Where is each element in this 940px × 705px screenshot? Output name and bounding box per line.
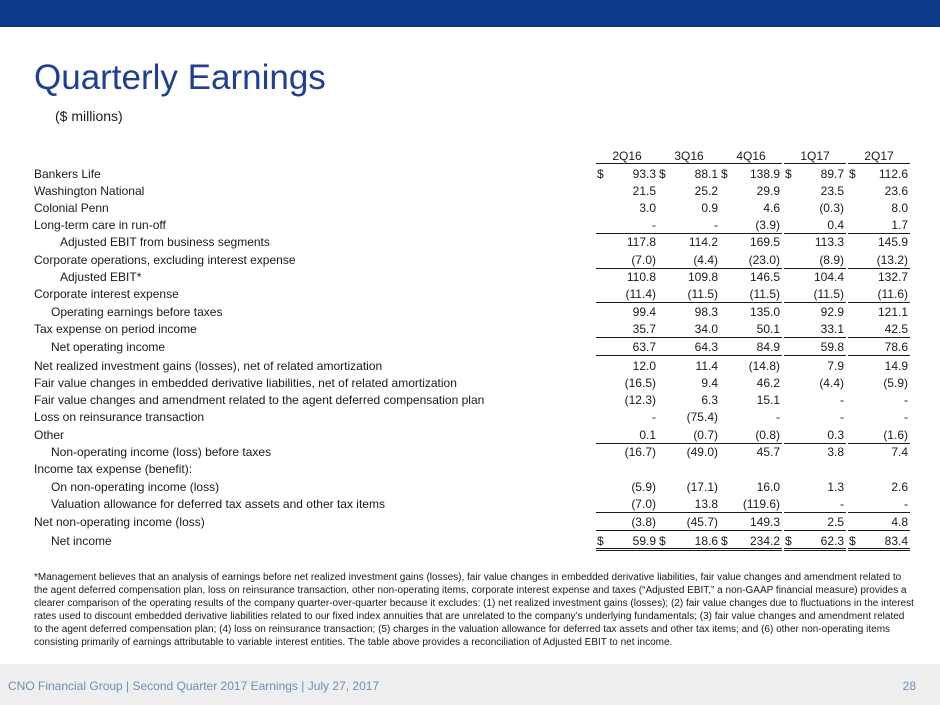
table-cell (784, 479, 846, 495)
table-cell (596, 358, 658, 374)
table-cell (720, 358, 782, 374)
row-label: Fair value changes in embedded derivative liabilities, net of related amortization (34, 376, 457, 390)
table-cell (848, 339, 910, 356)
table-cell (596, 252, 658, 269)
cell-value: 84.9 (756, 340, 780, 354)
table-cell (658, 321, 720, 338)
table-cell (596, 409, 658, 425)
cell-value: 25.2 (694, 184, 718, 198)
cell-value: (11.6) (877, 287, 908, 301)
table-cell (596, 461, 658, 477)
table-row (0, 304, 940, 321)
row-label: Net operating income (51, 340, 166, 354)
table-cell (784, 358, 846, 374)
table-row (0, 427, 940, 444)
currency-symbol: $ (785, 534, 792, 548)
table-cell (658, 479, 720, 495)
table-row (0, 409, 940, 426)
table-cell (720, 496, 782, 513)
table-cell (784, 392, 846, 408)
cell-value: 0.1 (639, 428, 656, 442)
currency-symbol: $ (849, 167, 856, 181)
cell-value: 11.4 (695, 359, 718, 373)
table-cell (658, 533, 720, 551)
cell-value: 113.3 (814, 235, 844, 249)
table-cell (658, 183, 720, 199)
top-banner (0, 0, 940, 27)
table-row (0, 252, 940, 269)
table-cell (596, 183, 658, 199)
table-cell (658, 496, 720, 513)
cell-value: - (652, 410, 656, 424)
table-cell (848, 514, 910, 531)
cell-value: 3.8 (827, 445, 844, 459)
cell-value: 7.9 (827, 359, 844, 373)
table-row (0, 496, 940, 513)
table-cell (658, 200, 720, 216)
table-cell (596, 304, 658, 320)
row-label: Non-operating income (loss) before taxes (51, 445, 272, 459)
cell-value: 18.6 (694, 534, 718, 548)
table-row (0, 269, 940, 286)
table-cell (848, 166, 910, 182)
table-cell (784, 339, 846, 356)
table-cell (784, 375, 846, 391)
cell-value: 63.7 (632, 340, 656, 354)
table-cell (658, 461, 720, 477)
cell-value: 132.7 (877, 270, 908, 284)
table-row (0, 321, 940, 338)
cell-value: 42.5 (884, 322, 908, 336)
table-cell (596, 166, 658, 182)
cell-value: - (776, 410, 780, 424)
row-label: Adjusted EBIT from business segments (60, 235, 270, 249)
row-label: Loss on reinsurance transaction (34, 410, 205, 424)
cell-value: (119.6) (742, 497, 780, 511)
table-row (0, 286, 940, 303)
row-label: Fair value changes and amendment related to the agent deferred compensation plan (34, 393, 485, 407)
cell-value: 16.0 (756, 480, 780, 494)
cell-value: (4.4) (819, 376, 844, 390)
cell-value: 93.3 (632, 167, 656, 181)
table-cell (720, 479, 782, 495)
table-cell (848, 304, 910, 320)
column-header: 2Q16 (596, 150, 658, 164)
cell-value: 8.0 (891, 201, 908, 215)
table-cell (596, 200, 658, 216)
table-cell (658, 444, 720, 460)
table-cell (848, 427, 910, 444)
cell-value: 2.6 (891, 480, 908, 494)
row-label: Net realized investment gains (losses), net of related amortization (34, 359, 383, 373)
table-row (0, 375, 940, 392)
row-label: Net income (51, 534, 112, 548)
table-cell (720, 304, 782, 320)
cell-value: - (652, 218, 656, 232)
table-row (0, 461, 940, 478)
cell-value: (0.8) (755, 428, 780, 442)
table-cell (784, 166, 846, 182)
table-row (0, 479, 940, 496)
currency-symbol: $ (785, 167, 792, 181)
currency-symbol: $ (721, 167, 728, 181)
cell-value: 121.1 (877, 305, 908, 319)
cell-value: 149.3 (749, 515, 780, 529)
cell-value: - (714, 218, 718, 232)
cell-value: 234.2 (749, 534, 780, 548)
cell-value: 89.7 (820, 167, 844, 181)
table-cell (784, 461, 846, 477)
cell-value: 78.6 (884, 340, 908, 354)
table-cell (848, 200, 910, 216)
row-label: Net non-operating income (loss) (34, 515, 205, 529)
cell-value: 23.5 (820, 184, 844, 198)
table-cell (720, 286, 782, 303)
cell-value: 88.1 (694, 167, 718, 181)
cell-value: (11.5) (813, 287, 844, 301)
table-cell (658, 304, 720, 320)
table-cell (658, 217, 720, 234)
table-row (0, 183, 940, 200)
row-label: Operating earnings before taxes (51, 305, 223, 319)
table-cell (596, 427, 658, 444)
cell-value: 2.5 (827, 515, 844, 529)
column-header: 3Q16 (658, 150, 720, 164)
table-cell (720, 409, 782, 425)
currency-symbol: $ (849, 534, 856, 548)
table-cell (848, 409, 910, 425)
table-cell (784, 183, 846, 199)
row-label: Valuation allowance for deferred tax assets and other tax items (51, 497, 385, 511)
currency-symbol: $ (597, 534, 604, 548)
cell-value: 169.5 (749, 235, 780, 249)
table-cell (848, 496, 910, 513)
cell-value: 4.6 (763, 201, 780, 215)
table-cell (596, 339, 658, 356)
cell-value: (8.9) (819, 253, 844, 267)
cell-value: 15.1 (756, 393, 780, 407)
table-cell (720, 321, 782, 338)
cell-value: (7.0) (631, 253, 656, 267)
table-row (0, 339, 940, 356)
cell-value: (45.7) (686, 515, 718, 529)
currency-symbol: $ (597, 167, 604, 181)
table-cell (596, 269, 658, 285)
table-cell (658, 358, 720, 374)
cell-value: 1.3 (827, 480, 844, 494)
table-cell (784, 514, 846, 531)
cell-value: 9.4 (701, 376, 718, 390)
row-label: On non-operating income (loss) (51, 480, 220, 494)
table-cell (784, 427, 846, 444)
table-cell (720, 375, 782, 391)
row-label: Washington National (34, 184, 145, 198)
table-row (0, 217, 940, 234)
table-cell (848, 286, 910, 303)
row-label: Corporate interest expense (34, 287, 179, 301)
footnote: *Management believes that an analysis of earnings before net realized investment gains (losses), fair value changes in embedded derivative liabilities, fair value changes and amendment related to the agent deferred compensation plan, loss on reinsurance transaction, other non-operating items, corporate interest expense and taxes (“Adjusted EBIT,” a non-GAAP financial measure) provides a clearer comparison of the operating results of the company quarter-over-quarter because it excludes: (1) net realized investment gains (losses); (2) fair value changes due to fluctuations in the interest rates used to discount embedded derivative liabilities related to our fixed index annuities that are unrelated to the company’s underlying fundamentals; (3) fair value changes and amendment related to the agent deferred compensation plan; (4) loss on reinsurance transaction; (5) charges in the valuation allowance for deferred tax assets and other tax items; and (6) other non-operating items consisting primarily of earnings attributable to variable interest entities. The table above provides a reconciliation of Adjusted EBIT to net income. (34, 572, 914, 648)
cell-value: (5.9) (631, 480, 656, 494)
cell-value: 59.8 (820, 340, 844, 354)
table-cell (596, 234, 658, 250)
table-cell (596, 533, 658, 551)
table-cell (596, 375, 658, 391)
cell-value: 0.9 (701, 201, 718, 215)
column-header: 1Q17 (784, 150, 846, 164)
table-cell (720, 514, 782, 531)
table-row (0, 358, 940, 375)
cell-value: 98.3 (694, 305, 718, 319)
row-label: Adjusted EBIT* (60, 270, 142, 284)
cell-value: - (904, 497, 908, 511)
cell-value: (3.8) (631, 515, 656, 529)
table-cell (848, 533, 910, 551)
table-row (0, 514, 940, 531)
cell-value: (75.4) (686, 410, 718, 424)
table-cell (784, 409, 846, 425)
cell-value: 33.1 (820, 322, 844, 336)
table-row (0, 392, 940, 409)
table-row (0, 234, 940, 251)
table-cell (848, 269, 910, 285)
table-cell (658, 392, 720, 408)
footer-text: CNO Financial Group | Second Quarter 2017 Earnings | July 27, 2017 (8, 679, 380, 693)
table-cell (720, 392, 782, 408)
cell-value: 64.3 (694, 340, 718, 354)
cell-value: 4.8 (891, 515, 908, 529)
currency-symbol: $ (659, 534, 666, 548)
table-cell (596, 392, 658, 408)
cell-value: (13.2) (876, 253, 908, 267)
table-cell (784, 269, 846, 285)
cell-value: 83.4 (884, 534, 908, 548)
table-cell (784, 321, 846, 338)
row-label: Tax expense on period income (34, 322, 197, 336)
table-row (0, 444, 940, 461)
cell-value: 112.6 (878, 167, 908, 181)
cell-value: (3.9) (755, 218, 780, 232)
page-number: 28 (902, 679, 916, 693)
cell-value: 110.8 (626, 270, 656, 284)
cell-value: (11.4) (625, 287, 656, 301)
cell-value: - (840, 410, 844, 424)
cell-value: (1.6) (883, 428, 908, 442)
table-cell (848, 234, 910, 250)
row-label: Long-term care in run-off (34, 218, 166, 232)
table-cell (720, 183, 782, 199)
cell-value: 50.1 (756, 322, 780, 336)
cell-value: 135.0 (749, 305, 780, 319)
cell-value: (16.5) (624, 376, 656, 390)
table-cell (596, 286, 658, 303)
cell-value: 1.7 (891, 218, 908, 232)
cell-value: (5.9) (883, 376, 908, 390)
table-cell (848, 252, 910, 269)
table-cell (596, 217, 658, 234)
cell-value: 104.4 (813, 270, 844, 284)
cell-value: 109.8 (687, 270, 718, 284)
cell-value: 23.6 (884, 184, 908, 198)
table-cell (720, 427, 782, 444)
cell-value: - (904, 410, 908, 424)
cell-value: 14.9 (884, 359, 908, 373)
table-cell (658, 427, 720, 444)
row-label: Income tax expense (benefit): (34, 462, 193, 476)
cell-value: - (840, 497, 844, 511)
table-cell (784, 533, 846, 551)
table-cell (784, 286, 846, 303)
cell-value: 145.9 (877, 235, 908, 249)
table-row (0, 166, 940, 183)
table-cell (784, 217, 846, 234)
column-header: 4Q16 (720, 150, 782, 164)
table-cell (658, 409, 720, 425)
cell-value: 29.9 (756, 184, 780, 198)
cell-value: (0.7) (693, 428, 718, 442)
cell-value: (49.0) (686, 445, 718, 459)
table-cell (720, 166, 782, 182)
cell-value: 13.8 (694, 497, 718, 511)
cell-value: (16.7) (624, 445, 656, 459)
row-label: Corporate operations, excluding interest expense (34, 253, 296, 267)
table-cell (658, 514, 720, 531)
currency-symbol: $ (659, 167, 666, 181)
cell-value: (0.3) (819, 201, 844, 215)
cell-value: 138.9 (749, 167, 780, 181)
cell-value: 62.3 (820, 534, 844, 548)
table-cell (848, 321, 910, 338)
table-cell (784, 200, 846, 216)
table-cell (720, 252, 782, 269)
table-cell (848, 444, 910, 460)
cell-value: 59.9 (632, 534, 656, 548)
cell-value: 6.3 (701, 393, 718, 407)
column-headers (0, 150, 940, 164)
table-cell (848, 358, 910, 374)
table-cell (784, 234, 846, 250)
table-cell (784, 304, 846, 320)
page-title: Quarterly Earnings (34, 58, 326, 97)
table-cell (658, 339, 720, 356)
table-cell (720, 269, 782, 285)
table-cell (720, 200, 782, 216)
table-cell (720, 217, 782, 234)
currency-symbol: $ (721, 534, 728, 548)
cell-value: (14.8) (748, 359, 780, 373)
table-cell (784, 496, 846, 513)
table-cell (658, 234, 720, 250)
cell-value: 92.9 (820, 305, 844, 319)
table-cell (596, 514, 658, 531)
table-cell (848, 375, 910, 391)
cell-value: 117.8 (626, 235, 656, 249)
cell-value: - (904, 393, 908, 407)
table-cell (596, 496, 658, 513)
table-cell (848, 392, 910, 408)
cell-value: (17.1) (686, 480, 718, 494)
table-cell (720, 533, 782, 551)
cell-value: - (840, 393, 844, 407)
cell-value: (7.0) (631, 497, 656, 511)
cell-value: 114.2 (688, 235, 718, 249)
row-label: Other (34, 428, 65, 442)
cell-value: 45.7 (756, 445, 780, 459)
table-cell (658, 252, 720, 269)
row-label: Bankers Life (34, 167, 101, 181)
table-cell (596, 321, 658, 338)
cell-value: 0.4 (827, 218, 844, 232)
cell-value: (4.4) (693, 253, 718, 267)
cell-value: 21.5 (632, 184, 656, 198)
table-cell (720, 234, 782, 250)
cell-value: 3.0 (639, 201, 656, 215)
cell-value: (23.0) (748, 253, 780, 267)
cell-value: 46.2 (756, 376, 780, 390)
table-cell (658, 375, 720, 391)
cell-value: 99.4 (632, 305, 656, 319)
cell-value: 12.0 (632, 359, 656, 373)
row-label: Colonial Penn (34, 201, 109, 215)
table-cell (720, 339, 782, 356)
table-cell (784, 444, 846, 460)
table-cell (720, 444, 782, 460)
table-cell (720, 461, 782, 477)
table-cell (784, 252, 846, 269)
cell-value: 7.4 (891, 445, 908, 459)
cell-value: (12.3) (624, 393, 656, 407)
column-header: 2Q17 (848, 150, 910, 164)
units-subtitle: ($ millions) (55, 108, 123, 124)
table-cell (848, 183, 910, 199)
cell-value: 146.5 (749, 270, 780, 284)
table-cell (848, 217, 910, 234)
table-cell (658, 269, 720, 285)
cell-value: 34.0 (694, 322, 718, 336)
table-cell (848, 479, 910, 495)
cell-value: 0.3 (827, 428, 844, 442)
cell-value: (11.5) (687, 287, 718, 301)
table-cell (658, 286, 720, 303)
table-cell (596, 479, 658, 495)
table-cell (658, 166, 720, 182)
table-row (0, 200, 940, 217)
cell-value: (11.5) (749, 287, 780, 301)
table-cell (848, 461, 910, 477)
table-cell (596, 444, 658, 460)
cell-value: 35.7 (632, 322, 656, 336)
table-row (0, 533, 940, 550)
